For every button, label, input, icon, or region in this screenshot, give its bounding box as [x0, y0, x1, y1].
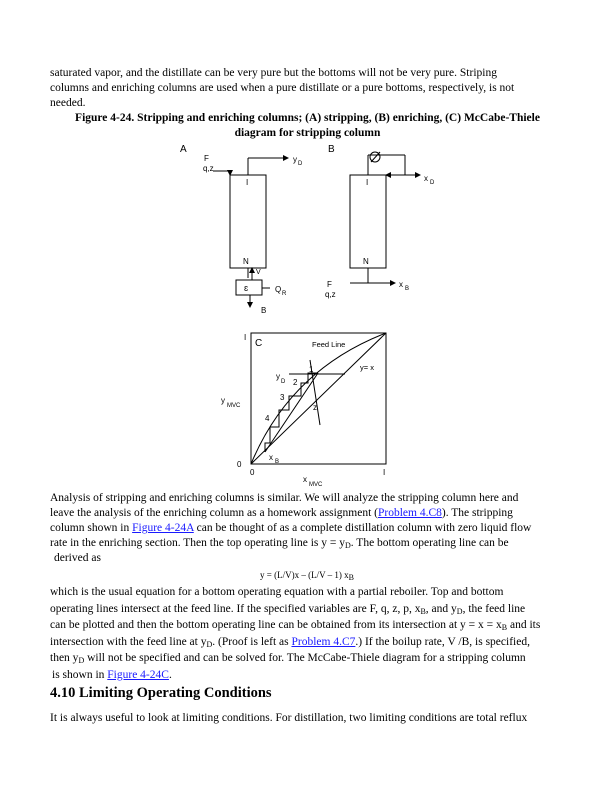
svg-text:D: D [430, 180, 435, 186]
svg-text:0: 0 [237, 460, 242, 469]
svg-text:B: B [261, 306, 267, 315]
svg-text:N: N [243, 257, 249, 266]
svg-text:x: x [303, 475, 307, 484]
section-heading: 4.10 Limiting Operating Conditions [50, 685, 272, 701]
svg-text:I: I [246, 178, 249, 187]
link-figure-4-24c[interactable]: Figure 4-24C [107, 668, 169, 681]
paragraph-1: Analysis of stripping and enriching columns is similar. We will analyze the stripping column here and leave the analysis of the enriching column as a homework assignment (Problem 4.C8). The stripping column shown in Figure 4-24A can be thought of as a complete distillation column with zero liquid flow rate in the enriching section. Then the top operating line is $y = y_D$. The bottom operating line can be derived as [50, 492, 532, 564]
svg-text:I: I [383, 468, 386, 477]
equation: y = (L/V)x – (L/V – 1) $x_B$ [260, 570, 354, 582]
svg-text:2: 2 [293, 378, 298, 387]
svg-text:q,z: q,z [203, 164, 214, 173]
svg-text:D: D [281, 379, 286, 385]
svg-text:I: I [366, 178, 369, 187]
panel-b [350, 152, 420, 283]
svg-text:1: 1 [309, 365, 314, 374]
svg-text:0: 0 [250, 468, 255, 477]
svg-text:y= x: y= x [360, 363, 374, 372]
svg-text:D: D [298, 161, 303, 167]
panel-a-label: A [180, 144, 187, 155]
svg-text:N: N [363, 257, 369, 266]
link-problem-4c8[interactable]: Problem 4.C8 [377, 507, 442, 519]
intro-text: saturated vapor, and the distillate can be very pure but the bottoms will not be very pure. Striping columns and enriching columns are used when a pure distillate or a pure bottoms, respectively, is not needed. [50, 67, 515, 109]
figure-columns [0, 0, 614, 330]
svg-text:q,z: q,z [325, 290, 336, 299]
link-problem-4c7[interactable]: Problem 4.C7 [291, 635, 356, 648]
svg-text:F: F [204, 154, 209, 163]
svg-text:3: 3 [280, 393, 285, 402]
figure-mccabe-thiele [0, 330, 614, 495]
svg-text:V: V [256, 269, 261, 276]
svg-text:y: y [293, 155, 297, 164]
svg-text:x: x [269, 453, 273, 462]
svg-text:Q: Q [275, 285, 282, 294]
svg-text:C: C [255, 338, 263, 349]
svg-text:ɛ: ɛ [244, 283, 249, 293]
svg-text:MVC: MVC [227, 403, 241, 409]
svg-text:y: y [221, 396, 225, 405]
svg-text:z: z [313, 403, 317, 412]
svg-text:F: F [327, 280, 332, 289]
paragraph-2: which is the usual equation for a bottom operating equation with a partial reboiler. Top and bottom operating lines intersect at the feed line. If the specified variables are F, q, z, p, $x_B$, and $y_D$, the feed line can be plotted and then the bottom operating line can be obtained from its intersection at $y = x = x_B$ and its intersection with the feed line at $y_D$. (Proof is left as Problem 4.C7.) If the boilup rate, V /B, is specified, then $y_D$ will not be specified and can be solved for. The McCabe-Thiele diagram for a stripping column is shown in Figure 4-24C. [50, 586, 541, 681]
svg-text:y: y [276, 372, 280, 381]
svg-text:MVC: MVC [309, 482, 323, 488]
svg-text:R: R [282, 291, 287, 297]
svg-text:B: B [275, 459, 280, 465]
svg-text:x: x [424, 174, 428, 183]
svg-text:B: B [405, 286, 410, 292]
panel-b-label: B [328, 144, 335, 155]
figure-caption: Figure 4-24. Stripping and enriching columns; (A) stripping, (B) enriching, (C) McCabe-Thiele diagram for stripping column [75, 112, 540, 139]
svg-text:Feed Line: Feed Line [312, 340, 346, 349]
svg-text:x: x [399, 280, 403, 289]
svg-text:I: I [244, 333, 247, 342]
paragraph-3: It is always useful to look at limiting conditions. For distillation, two limiting conditions are total reflux [50, 712, 528, 724]
link-figure-4-24a[interactable]: Figure 4-24A [132, 522, 194, 534]
svg-text:4: 4 [265, 414, 270, 423]
